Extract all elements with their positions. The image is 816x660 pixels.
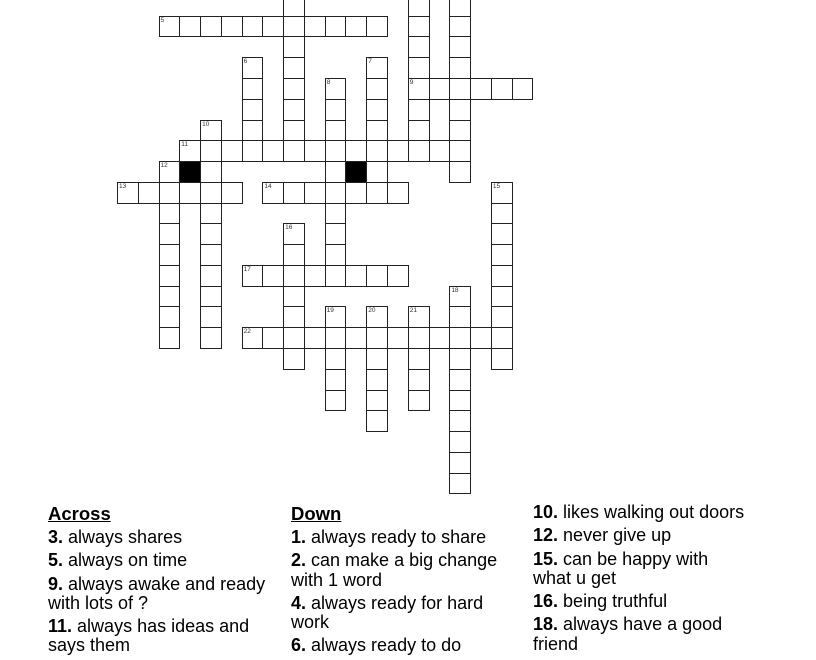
grid-cell[interactable] [366,78,388,100]
grid-cell[interactable] [345,16,367,38]
clue-text: can make a big change with 1 word [291,550,498,590]
clue-number: 5. [48,550,64,571]
grid-cell[interactable] [491,78,513,100]
grid-cell[interactable] [200,182,222,204]
grid-cell[interactable] [242,99,264,121]
grid-cell[interactable] [325,120,347,142]
grid-cell[interactable] [262,140,284,162]
grid-cell[interactable] [366,265,388,287]
grid-cell[interactable] [387,327,409,349]
grid-cell[interactable] [345,327,367,349]
grid-cell[interactable] [387,182,409,204]
grid-cell[interactable] [366,182,388,204]
clue-number: 4. [291,592,307,613]
grid-cell[interactable] [408,57,430,79]
grid-cell[interactable] [283,286,305,308]
cell-number: 21 [409,307,417,315]
grid-cell[interactable] [470,327,492,349]
clue-down-2 [291,551,519,590]
grid-cell[interactable] [242,120,264,142]
grid-cell[interactable] [366,327,388,349]
clue-number: 12. [533,525,559,546]
grid-cell[interactable] [159,16,181,38]
grid-cell[interactable] [200,244,222,266]
grid-cell[interactable] [408,348,430,370]
cell-number: 13 [119,182,127,190]
grid-cell[interactable] [159,203,181,225]
clue-down-12 [533,526,748,545]
grid-cell[interactable] [325,161,347,183]
clue-across-9 [48,575,276,614]
grid-cell[interactable] [366,120,388,142]
down-clues-continued [533,503,748,658]
grid-cell[interactable] [200,327,222,349]
cell-number: 12 [160,162,168,170]
grid-cell[interactable] [449,0,471,17]
grid-cell[interactable] [283,306,305,328]
clue-down-18 [533,615,748,654]
grid-cell[interactable] [325,182,347,204]
grid-cell[interactable] [262,182,284,204]
grid-cell[interactable] [179,182,201,204]
cell-number: 22 [243,328,251,336]
grid-cell[interactable] [304,327,326,349]
clue-text: always shares [68,527,183,547]
grid-cell[interactable] [449,120,471,142]
black-square [179,161,201,183]
clue-text: always ready to share [311,527,487,547]
grid-cell[interactable] [491,223,513,245]
grid-cell[interactable] [221,182,243,204]
grid-cell[interactable] [449,452,471,474]
clue-text: always have a good friend [533,614,723,654]
cell-number: 7 [368,58,372,66]
grid-cell[interactable] [366,140,388,162]
cell-number: 15 [492,182,501,190]
down-clues [291,503,519,660]
grid-cell[interactable] [449,431,471,453]
clue-number: 2. [291,550,307,571]
clue-across-3 [48,528,276,547]
grid-cell[interactable] [242,78,264,100]
grid-cell[interactable] [449,99,471,121]
grid-cell[interactable] [283,78,305,100]
grid-cell[interactable] [200,306,222,328]
grid-cell[interactable] [449,473,471,495]
across-clues [48,503,276,660]
grid-cell[interactable] [449,327,471,349]
grid-cell[interactable] [408,140,430,162]
grid-cell[interactable] [159,244,181,266]
grid-cell[interactable] [325,348,347,370]
grid-cell[interactable] [449,369,471,391]
grid-cell[interactable] [200,140,222,162]
cell-number: 8 [326,79,331,86]
clue-number: 3. [48,527,64,547]
clue-text: can be happy with what u get [533,548,709,588]
grid-cell[interactable] [408,369,430,391]
clue-number: 11. [48,616,73,637]
grid-cell[interactable] [345,265,367,287]
grid-cell[interactable] [325,265,347,287]
down-heading: Down [291,503,342,524]
grid-cell[interactable] [366,161,388,183]
cell-number: 6 [243,58,248,66]
clue-number: 6. [291,635,307,656]
grid-cell[interactable] [325,140,347,162]
grid-cell[interactable] [345,140,367,162]
grid-cell[interactable] [200,203,222,225]
grid-cell[interactable] [283,265,305,287]
grid-cell[interactable] [325,390,347,412]
grid-cell[interactable] [366,306,388,328]
grid-cell[interactable] [491,306,513,328]
grid-cell[interactable] [138,182,160,204]
clue-down-10 [533,503,748,522]
grid-cell[interactable] [242,16,264,38]
grid-cell[interactable] [304,16,326,38]
grid-cell[interactable] [491,182,513,204]
grid-cell[interactable] [262,265,284,287]
grid-cell[interactable] [366,410,388,432]
grid-cell[interactable] [491,203,513,225]
grid-cell[interactable] [366,16,388,38]
grid-cell[interactable] [304,182,326,204]
grid-cell[interactable] [283,120,305,142]
grid-cell[interactable] [366,369,388,391]
clue-down-6 [291,636,519,655]
cell-number: 18 [451,286,459,294]
grid-cell[interactable] [429,140,451,162]
grid-cell[interactable] [200,286,222,308]
clue-text: always on time [68,550,188,571]
black-square [345,161,367,183]
grid-cell[interactable] [325,306,347,328]
clue-text: always has ideas and says them [48,616,250,656]
grid-cell[interactable] [283,57,305,79]
clue-number: 18. [533,614,559,635]
grid-cell[interactable] [449,161,471,183]
clue-number: 10. [533,502,559,522]
cell-number: 11 [181,141,189,149]
grid-cell[interactable] [159,286,181,308]
grid-cell[interactable] [283,0,305,17]
cell-number: 20 [368,307,376,315]
grid-cell[interactable] [408,390,430,412]
clue-down-4 [291,594,519,633]
grid-cell[interactable] [200,161,222,183]
grid-cell[interactable] [159,327,181,349]
clue-down-1 [291,528,519,547]
grid-cell[interactable] [159,182,181,204]
grid-cell[interactable] [242,327,264,349]
clue-number: 16. [533,591,559,612]
grid-cell[interactable] [325,16,347,38]
grid-cell[interactable] [325,203,347,225]
grid-cell[interactable] [283,327,305,349]
grid-cell[interactable] [262,16,284,38]
grid-cell[interactable] [491,327,513,349]
grid-cell[interactable] [159,306,181,328]
grid-cell[interactable] [283,244,305,266]
grid-cell[interactable] [179,16,201,38]
grid-cell[interactable] [159,161,181,183]
grid-cell[interactable] [283,182,305,204]
grid-cell[interactable] [283,36,305,58]
grid-cell[interactable] [325,99,347,121]
grid-cell[interactable] [449,36,471,58]
grid-cell[interactable] [283,348,305,370]
grid-cell[interactable] [283,223,305,245]
clue-text: being truthful [563,591,668,612]
grid-cell[interactable] [325,369,347,391]
clue-text: never give up [563,525,672,546]
clue-text: always awake and ready with lots of ? [48,573,266,613]
grid-cell[interactable] [491,348,513,370]
grid-cell[interactable] [408,16,430,38]
cell-number: 10 [202,120,210,128]
grid-cell[interactable] [325,244,347,266]
grid-cell[interactable] [429,327,451,349]
grid-cell[interactable] [387,140,409,162]
grid-cell[interactable] [408,120,430,142]
cell-number: 16 [285,224,293,232]
grid-cell[interactable] [491,244,513,266]
grid-cell[interactable] [449,78,471,100]
grid-cell[interactable] [449,16,471,38]
grid-cell[interactable] [345,182,367,204]
grid-cell[interactable] [408,36,430,58]
grid-cell[interactable] [283,140,305,162]
cell-number: 14 [264,182,272,190]
grid-cell[interactable] [159,265,181,287]
grid-cell[interactable] [179,140,201,162]
across-heading: Across [48,503,111,524]
grid-cell[interactable] [221,16,243,38]
grid-cell[interactable] [408,0,430,17]
grid-cell[interactable] [449,390,471,412]
grid-cell[interactable] [304,140,326,162]
grid-cell[interactable] [200,16,222,38]
grid-cell[interactable] [429,78,451,100]
grid-cell[interactable] [325,78,347,100]
grid-cell[interactable] [242,140,264,162]
grid-cell[interactable] [408,78,430,100]
grid-cell[interactable] [242,265,264,287]
clue-number: 1. [291,527,307,547]
grid-cell[interactable] [117,182,139,204]
clue-text: likes walking out doors [563,502,745,522]
clue-down-16 [533,592,748,611]
grid-cell[interactable] [366,57,388,79]
grid-cell[interactable] [512,78,534,100]
grid-cell[interactable] [283,99,305,121]
grid-cell[interactable] [491,286,513,308]
grid-cell[interactable] [470,78,492,100]
grid-cell[interactable] [449,306,471,328]
grid-cell[interactable] [408,327,430,349]
cell-number: 19 [326,307,334,315]
clue-text: always ready for hard work [291,592,484,633]
grid-cell[interactable] [221,140,243,162]
grid-cell[interactable] [304,265,326,287]
clue-number: 9. [48,573,64,594]
grid-cell[interactable] [200,223,222,245]
grid-cell[interactable] [366,390,388,412]
grid-cell[interactable] [366,99,388,121]
clue-across-11 [48,617,276,656]
grid-cell[interactable] [449,410,471,432]
clue-number: 15. [533,548,559,569]
grid-cell[interactable] [449,57,471,79]
grid-cell[interactable] [449,348,471,370]
grid-cell[interactable] [325,223,347,245]
grid-cell[interactable] [408,306,430,328]
grid-cell[interactable] [200,120,222,142]
grid-cell[interactable] [262,327,284,349]
cell-number: 17 [243,265,251,273]
grid-cell[interactable] [491,265,513,287]
grid-cell[interactable] [408,99,430,121]
grid-cell[interactable] [449,140,471,162]
grid-cell[interactable] [366,348,388,370]
grid-cell[interactable] [283,16,305,38]
clue-down-15 [533,550,748,589]
grid-cell[interactable] [159,223,181,245]
grid-cell[interactable] [242,57,264,79]
grid-cell[interactable] [325,327,347,349]
clue-across-5 [48,551,276,570]
grid-cell[interactable] [387,265,409,287]
cell-number: 9 [409,79,414,86]
grid-cell[interactable] [200,265,222,287]
cell-number: 5 [160,16,165,24]
grid-cell[interactable] [449,286,471,308]
clue-text: always ready to do [311,635,462,656]
